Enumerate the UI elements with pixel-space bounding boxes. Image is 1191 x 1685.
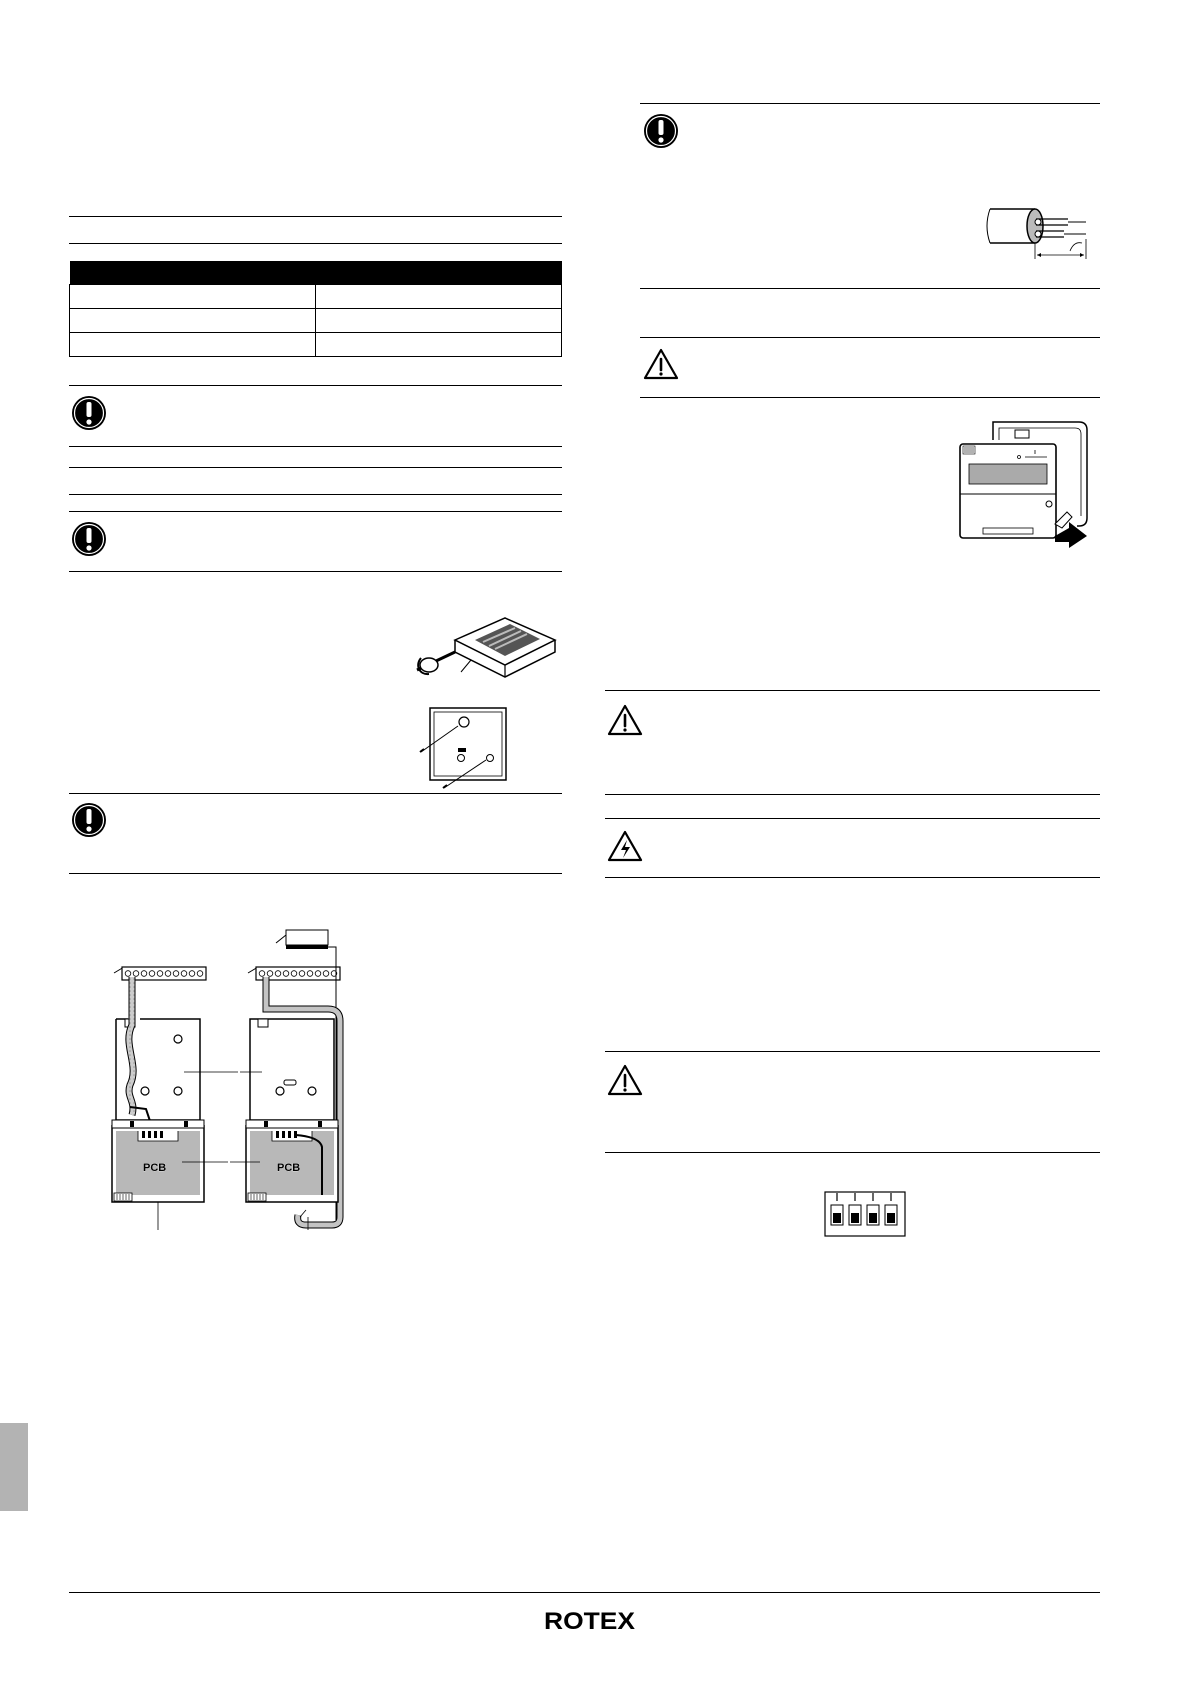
notice-exclamation-icon: [71, 521, 107, 557]
table-cell: [316, 309, 562, 333]
rule: [605, 1152, 1100, 1153]
pcb-label-right: PCB: [277, 1162, 301, 1174]
rule: [69, 216, 562, 217]
rule: [69, 873, 562, 874]
table-cell: [316, 333, 562, 357]
electrical-hazard-icon: [607, 830, 643, 862]
table-cell: [316, 285, 562, 309]
rule: [69, 467, 562, 468]
table-cell: [70, 309, 316, 333]
table-header-cell: [70, 261, 316, 285]
table-header-row: [70, 261, 562, 285]
rule: [69, 511, 562, 512]
dip-switch-illustration: [824, 1191, 906, 1237]
footer-rule: [69, 1592, 1100, 1593]
brand-logo: ROTEX: [544, 1608, 635, 1635]
notice-exclamation-icon: [71, 802, 107, 838]
rule: [605, 690, 1100, 691]
spec-table: [69, 261, 562, 357]
warning-triangle-icon: [607, 1064, 643, 1096]
rule: [69, 793, 562, 794]
table-row: [70, 285, 562, 309]
notice-exclamation-icon: [643, 113, 679, 149]
back-plate-illustration: [420, 706, 510, 788]
rule: [640, 397, 1100, 398]
table-row: [70, 333, 562, 357]
rule: [69, 243, 562, 244]
controller-screwdriver-illustration: [415, 610, 565, 690]
rule: [605, 794, 1100, 795]
warning-triangle-icon: [607, 704, 643, 736]
rule: [69, 385, 562, 386]
warning-triangle-icon: [643, 348, 679, 380]
notice-exclamation-icon: [71, 395, 107, 431]
table-cell: [70, 333, 316, 357]
wiring-diagram: [100, 925, 380, 1230]
rule: [640, 103, 1100, 104]
rule: [605, 818, 1100, 819]
rule: [605, 877, 1100, 878]
rule: [640, 288, 1100, 289]
controller-mounting-illustration: [955, 418, 1090, 548]
rule: [69, 446, 562, 447]
rule: [605, 1051, 1100, 1052]
table-header-cell: [316, 261, 562, 285]
cable-stripping-illustration: [990, 203, 1090, 263]
table-row: [70, 309, 562, 333]
rule: [69, 571, 562, 572]
rule: [640, 337, 1100, 338]
section-tab: [0, 1423, 28, 1511]
rule: [69, 494, 562, 495]
pcb-label-left: PCB: [143, 1162, 167, 1174]
table-cell: [70, 285, 316, 309]
